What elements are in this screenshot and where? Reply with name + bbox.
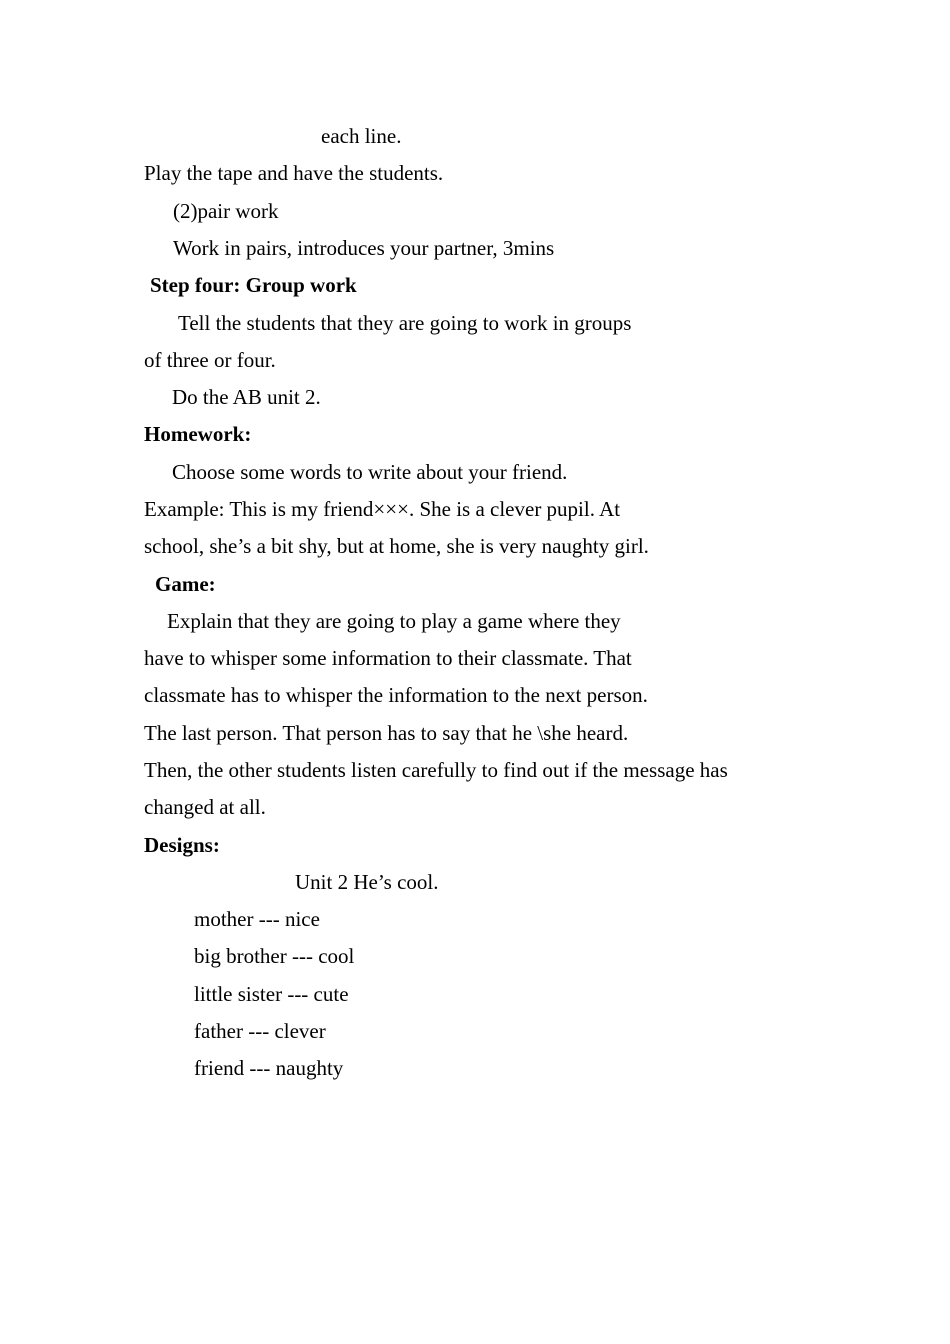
text-line: The last person. That person has to say that he \she heard.	[144, 721, 629, 745]
text-line: Do the AB unit 2.	[172, 385, 321, 409]
heading-step-four: Step four: Group work	[150, 273, 357, 297]
design-item: little sister --- cute	[194, 982, 349, 1006]
text-line: Then, the other students listen carefully to find out if the message has	[144, 758, 728, 782]
design-title: Unit 2 He’s cool.	[295, 870, 439, 894]
heading-game: Game:	[155, 572, 216, 596]
text-line: changed at all.	[144, 795, 266, 819]
text-line: school, she’s a bit shy, but at home, she is very naughty girl.	[144, 534, 649, 558]
text-line: have to whisper some information to their classmate. That	[144, 646, 632, 670]
text-line: of three or four.	[144, 348, 276, 372]
text-line: Play the tape and have the students.	[144, 161, 444, 185]
text-line: Explain that they are going to play a game where they	[167, 609, 621, 633]
design-item: big brother --- cool	[194, 944, 355, 968]
design-item: mother --- nice	[194, 907, 320, 931]
text-line: Choose some words to write about your friend.	[172, 460, 568, 484]
design-item: friend --- naughty	[194, 1056, 344, 1080]
text-line: each line.	[321, 124, 402, 148]
text-line: classmate has to whisper the information to the next person.	[144, 683, 648, 707]
text-line: Example: This is my friend×××. She is a clever pupil. At	[144, 497, 621, 521]
heading-designs: Designs:	[144, 833, 220, 857]
subheading-pair-work: (2)pair work	[173, 199, 279, 223]
text-line: Work in pairs, introduces your partner, 3mins	[173, 236, 555, 260]
design-item: father --- clever	[194, 1019, 326, 1043]
text-line: Tell the students that they are going to work in groups	[178, 311, 632, 335]
heading-homework: Homework:	[144, 422, 252, 446]
